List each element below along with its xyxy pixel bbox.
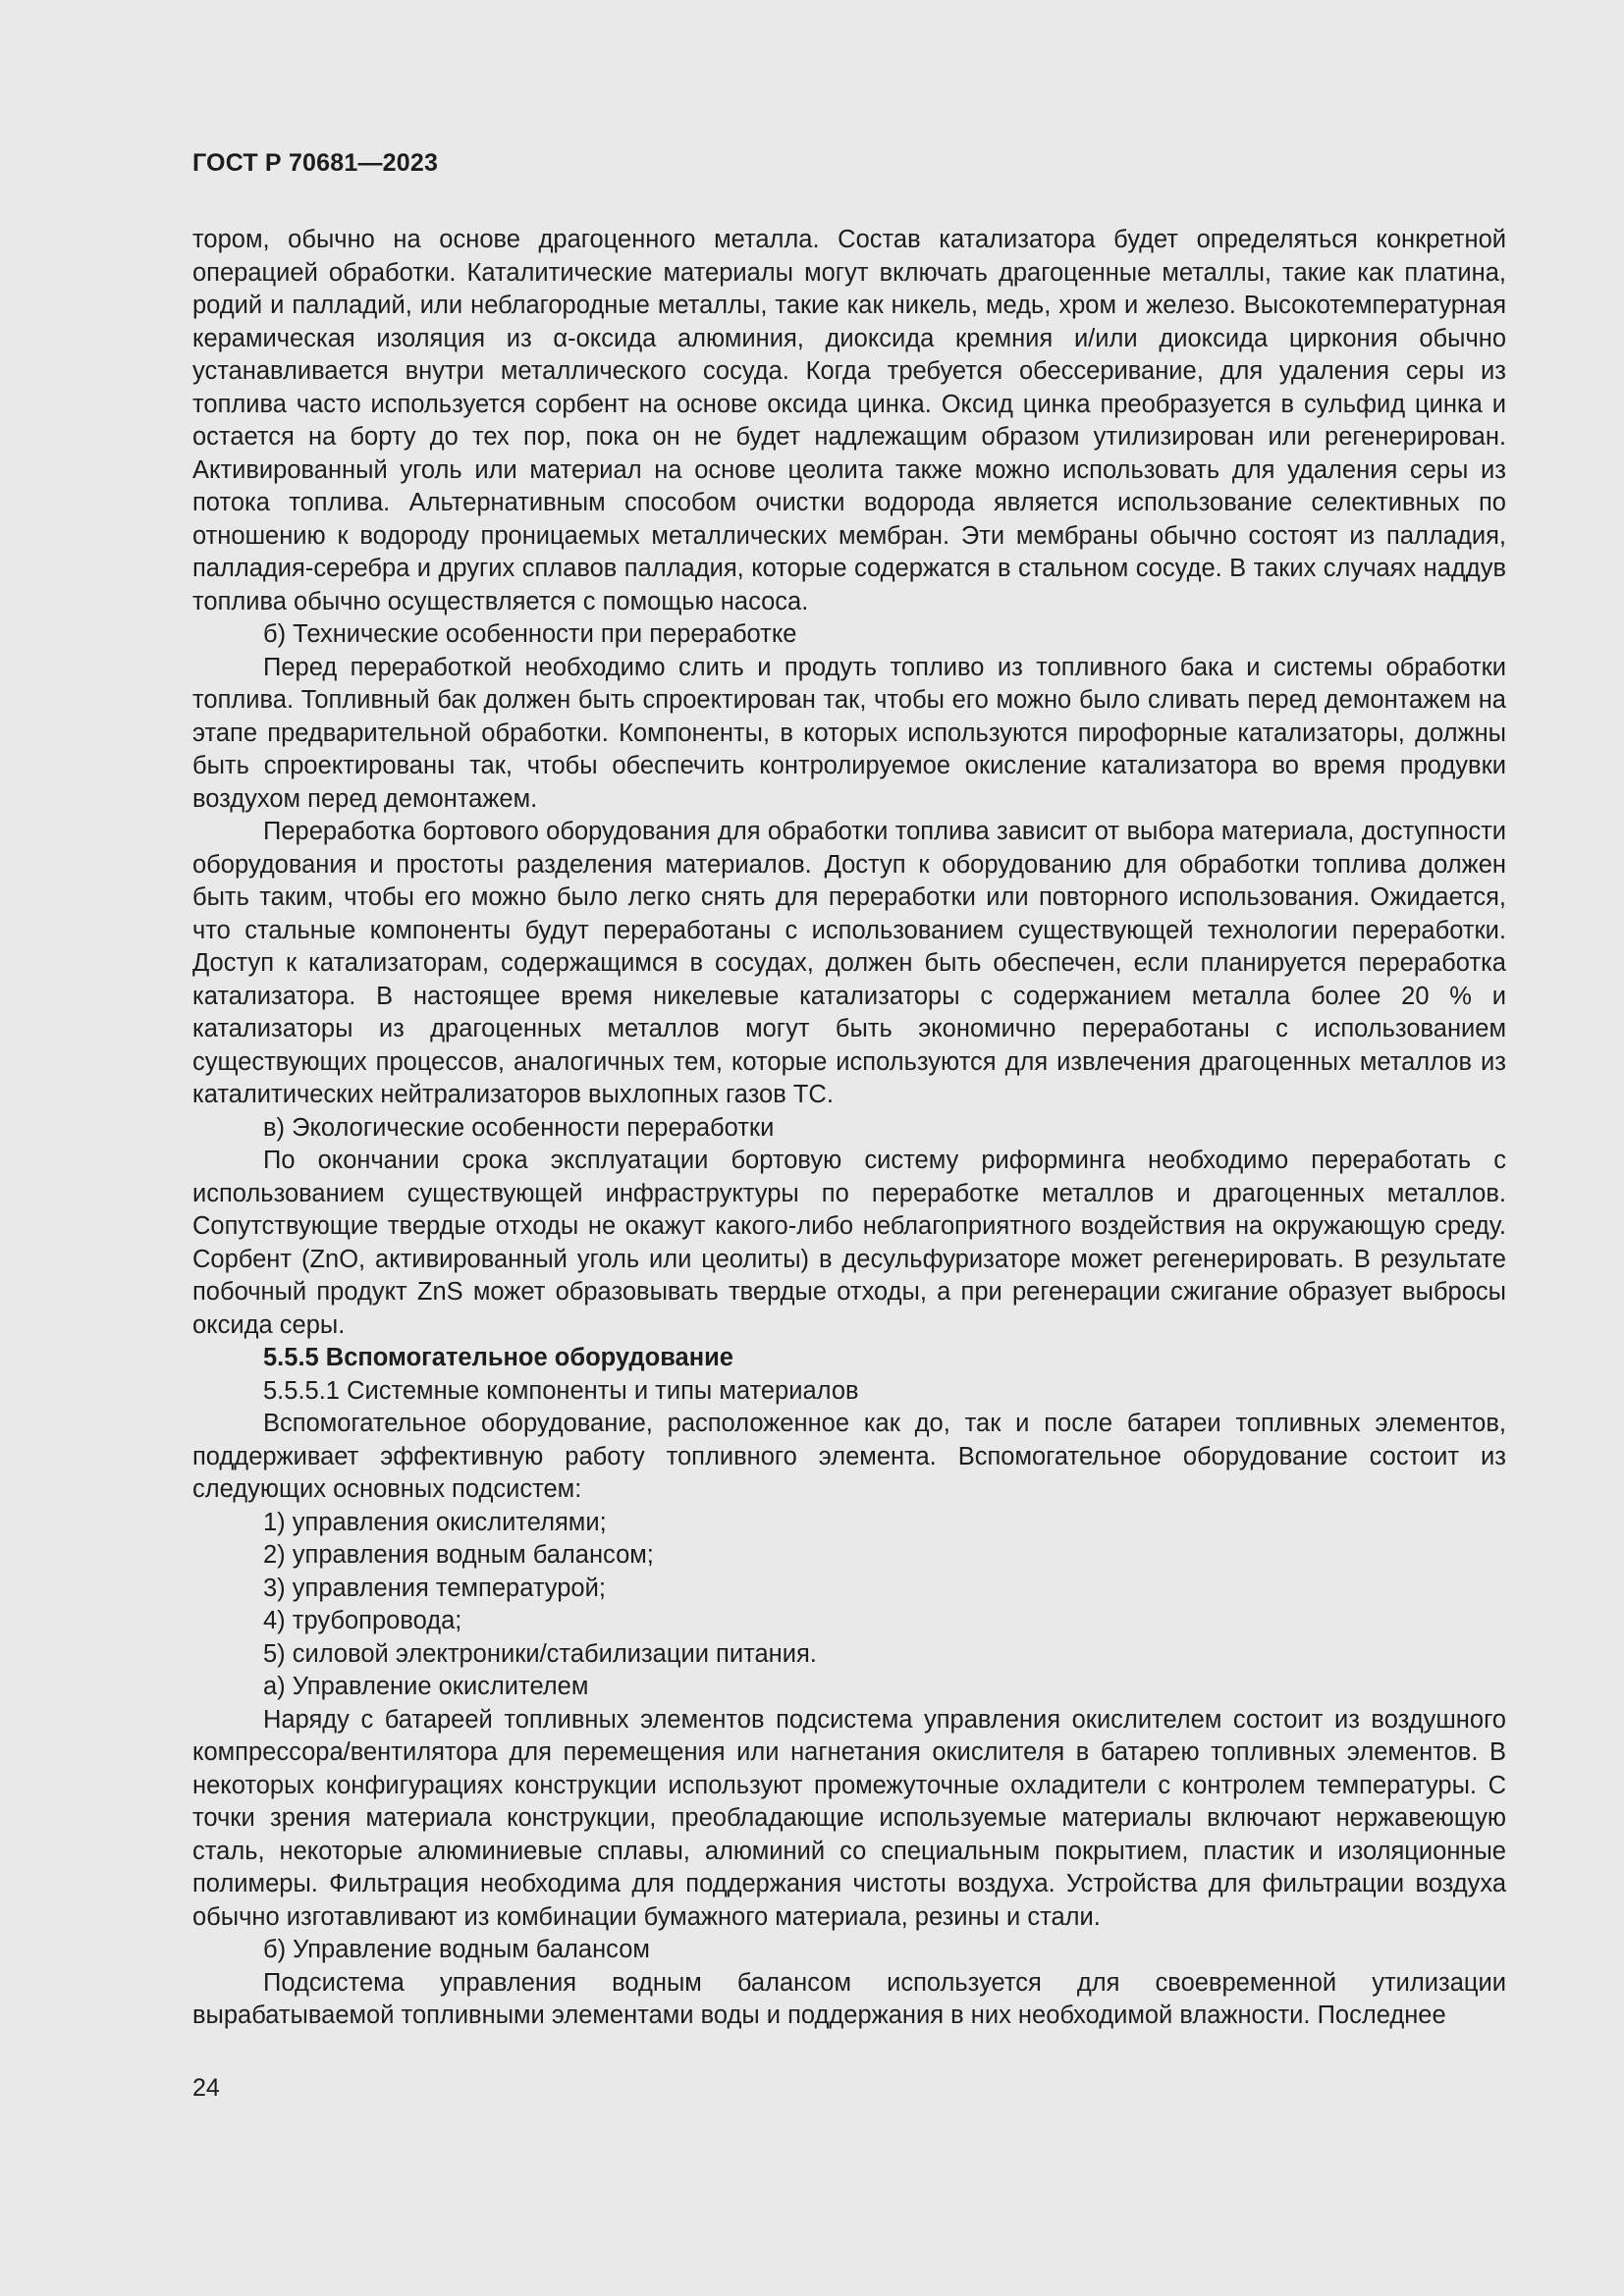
paragraph-catalyst: тором, обычно на основе драгоценного металла. Состав катализатора будет определяться конкретной операцией обработки. Каталитические материалы могут включать драгоценные металлы, такие как платина, родий и палладий, или неблагородные металлы, такие как никель, медь, хром и железо. Высокотемпературная керамическая изоляция из α-оксида алюминия, диоксида кремния и/или диоксида циркония обычно устанавливается внутри металлического сосуда. Когда требуется обессеривание, для удаления серы из топлива часто используется сорбент на основе оксида цинка. Оксид цинка преобразуется в сульфид цинка и остается на борту до тех пор, пока он не будет надлежащим образом утилизирован или регенерирован. Активированный уголь или материал на основе цеолита также можно использовать для удаления серы из потока топлива. Альтернативным способом очистки водорода является использование селективных по отношению к водороду проницаемых металлических мембран. Эти мембраны обычно состоят из палладия, палладия-серебра и других сплавов палладия, которые содержатся в стальном сосуде. В таких случаях наддув топлива обычно осуществляется с помощью насоса. bbox=[192, 226, 1506, 615]
page-body bbox=[192, 224, 1506, 2033]
list-item: 5) силовой электроники/стабилизации питания. bbox=[263, 1639, 817, 1668]
subheading-technical-features: б) Технические особенности при переработке bbox=[263, 620, 797, 648]
subheading-oxidizer: а) Управление окислителем bbox=[263, 1673, 589, 1700]
paragraph-oxidizer: Наряду с батареей топливных элементов подсистема управления окислителем состоит из воздушного компрессора/вентилятора для перемещения или нагнетания окислителя в батарею топливных элементов. В некоторых конфигурациях конструкции используют промежуточные охладители с контролем температуры. С точки зрения материала конструкции, преобладающие используемые материалы включают нержавеющую сталь, некоторые алюминиевые сплавы, алюминий со специальным покрытием, пластик и изоляционные полимеры. Фильтрация необходима для поддержания чистоты воздуха. Устройства для фильтрации воздуха обычно изготавливают из комбинации бумажного материала, резины и стали. bbox=[192, 1705, 1506, 1931]
page-number: 24 bbox=[192, 2074, 220, 2102]
section-heading-5-5-5-1: 5.5.5.1 Системные компоненты и типы материалов bbox=[263, 1376, 859, 1405]
list-item: 2) управления водным балансом; bbox=[263, 1541, 654, 1569]
subheading-water-balance: б) Управление водным балансом bbox=[263, 1936, 650, 1963]
paragraph-draining: Перед переработкой необходимо слить и продуть топливо из топливного бака и системы обработки топлива. Топливный бак должен быть спроектирован так, чтобы его можно было сливать перед демонтажем на этапе предварительной обработки. Компоненты, в которых используются пирофорные катализаторы, должны быть спроектированы так, чтобы обеспечить контролируемое окисление катализатора во время продувки воздухом перед демонтажем. bbox=[192, 653, 1506, 813]
section-heading-5-5-5: 5.5.5 Вспомогательное оборудование bbox=[263, 1344, 733, 1371]
list-item: 3) управления температурой; bbox=[263, 1574, 606, 1602]
list-item: 4) трубопровода; bbox=[263, 1607, 462, 1634]
paragraph-water-balance: Подсистема управления водным балансом используется для своевременной утилизации вырабатываемой топливными элементами воды и поддержания в них необходимой влажности. Последнее bbox=[192, 1968, 1506, 2029]
list-item: 1) управления окислителями; bbox=[263, 1508, 607, 1536]
subheading-ecological-features: в) Экологические особенности переработки bbox=[263, 1113, 775, 1142]
document-header: ГОСТ Р 70681—2023 bbox=[192, 149, 439, 177]
paragraph-end-of-life: По окончании срока эксплуатации бортовую систему риформинга необходимо переработать с использованием существующей инфраструктуры по переработке металлов и драгоценных металлов. Сопутствующие твердые отходы не окажут какого-либо неблагоприятного воздействия на окружающую среду. Сорбент (ZnO, активированный уголь или цеолиты) в десульфуризаторе может регенерировать. В результате побочный продукт ZnS может образовывать твердые отходы, а при регенерации сжигание образует выбросы оксида серы. bbox=[192, 1147, 1506, 1339]
paragraph-auxiliary: Вспомогательное оборудование, расположенное как до, так и после батареи топливных элементов, поддерживает эффективную работу топливного элемента. Вспомогательное оборудование состоит из следующих основных подсистем: bbox=[192, 1410, 1506, 1503]
paragraph-recycling: Переработка бортового оборудования для обработки топлива зависит от выбора материала, доступности оборудования и простоты разделения материалов. Доступ к оборудованию для обработки топлива должен быть таким, чтобы его можно было легко снять для переработки или повторного использования. Ожидается, что стальные компоненты будут переработаны с использованием существующей технологии переработки. Доступ к катализаторам, содержащимся в сосудах, должен быть обеспечен, если планируется переработка катализатора. В настоящее время никелевые катализаторы с содержанием металла более 20 % и катализаторы из драгоценных металлов могут быть экономично переработаны с использованием существующих процессов, аналогичных тем, которые используются для извлечения драгоценных металлов из каталитических нейтрализаторов выхлопных газов ТС. bbox=[192, 818, 1506, 1108]
